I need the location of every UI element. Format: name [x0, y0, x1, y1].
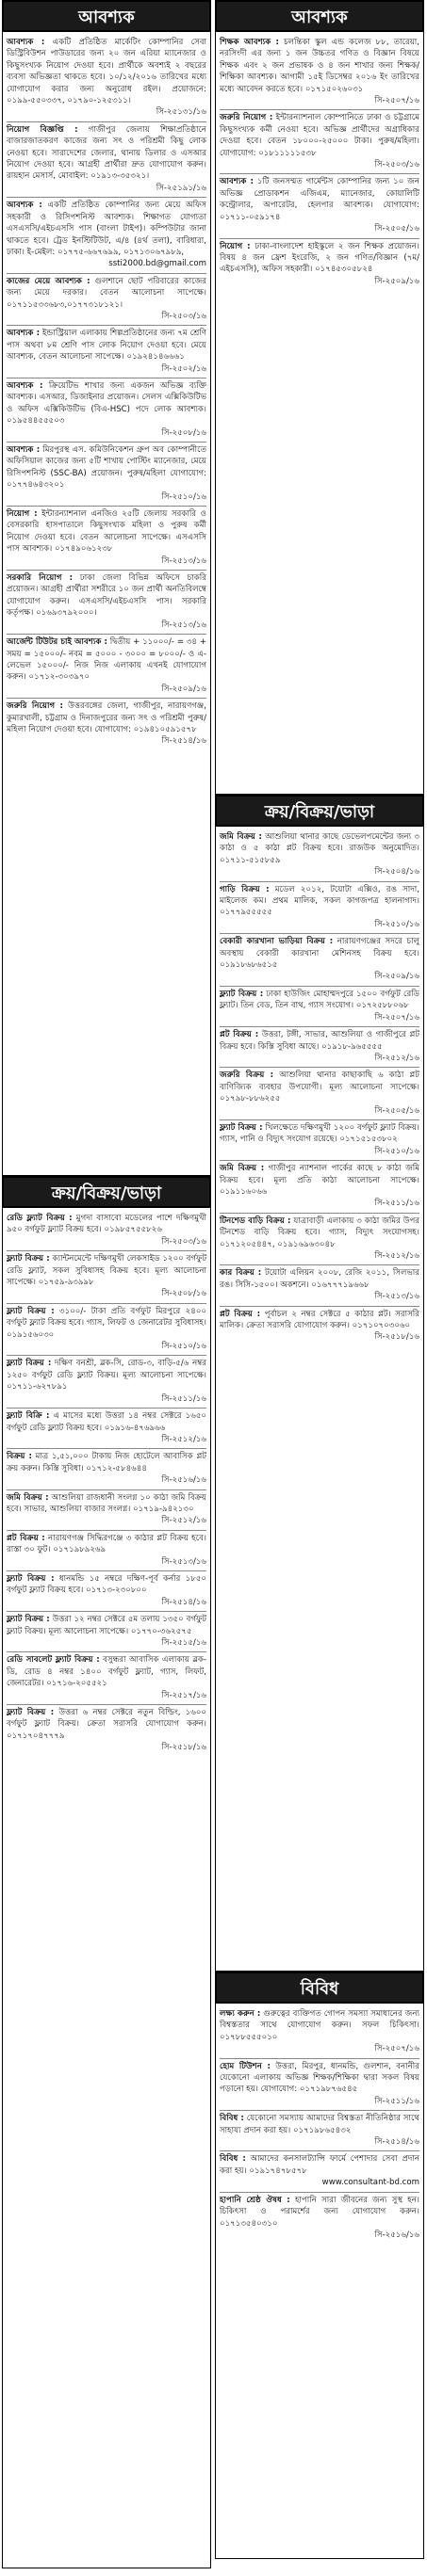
ad-phone: ০১৮১১১১১৫৩৮ [258, 148, 317, 158]
ad-phone: ০১৬৭৭৭১৯৬৬৮ [311, 1280, 370, 1290]
ad-phone: ০১৭৮৮৫৫৫০১০ [220, 2032, 278, 2042]
classified-ad [7, 326, 206, 378]
ad-text: নারায়ণগঞ্জ সিদ্ধিরগঞ্জে ৩ কাঠার প্লট বিক্রয় হবে। রাস্তা ৩০ ফুট। [7, 1533, 206, 1555]
classified-ad [7, 378, 206, 443]
classified-ad [7, 1705, 206, 1757]
classified-ad [7, 699, 206, 750]
ad-phone: ০১৭১৯৮৬৫৪৩২ [292, 2125, 352, 2135]
ad-phone: ০১৭১১-০৫৯১৭৪ [220, 212, 281, 222]
classified-ad [7, 1490, 206, 1531]
ad-code: সি-২৫১০/১৬ [161, 491, 206, 502]
ad-code: সি-২৫১২/১৬ [374, 1251, 419, 1261]
ad-keyword: আবশ্যক : [7, 329, 41, 339]
ad-keyword: ফ্ল্যাট বিক্রয় : [7, 1254, 50, 1264]
ad-text: গুরুত্বের ব্যক্তিগত গোপন সমস্যা সমাধানের জন্য বিশ্বস্ততার সাথে যোগাযোগ করুন। সফল চিকিৎসা। [220, 2009, 419, 2031]
ad-code: সি-২৫০৮/১৬ [161, 1289, 206, 1299]
ad-code: সি-২৫০৮/১৬ [161, 427, 206, 438]
ad-keyword: প্লট বিক্রয় : [7, 1533, 45, 1543]
ad-phone: ০১৭২৫৮৮০৬৮ [355, 1001, 409, 1011]
section-body [215, 827, 424, 1972]
ad-keyword: নিয়োগ : [7, 509, 38, 520]
ad-keyword: জমি বিক্রয় : [220, 832, 262, 842]
classified-ad [7, 1356, 206, 1409]
ad-phone: ০১৭১৯৮৭৬৫৪৫ [299, 2085, 358, 2095]
ad-phone: ০১৭১৩৫৪০৩১০ [220, 2218, 278, 2229]
section-header: আবশ্যক [215, 0, 424, 32]
classified-ad [220, 239, 419, 291]
ad-text: মডেল ২০১২, টয়োটা এক্সিও, রঙ সাদা, মাইলেজ কম। প্রথম মালিক, সকল কাগজপত্র হালনাগাদ। [220, 884, 419, 907]
ad-code: সি-২৫০৯/১৬ [161, 684, 206, 694]
ad-text: নারায়ণগঞ্জের সদরে চালু অবস্থায় বেকারী কারখানা মেশিনসহ বিক্রয় হবে। [220, 937, 419, 958]
ad-text: মিরপুরস্থ এস. কমিউনিকেশন গ্রুপ অব কোম্পানীতে অফিসিয়াল কাজের জন্য ৫টি শাখায় পোস্টিং ম্যানেজার, মেয়ে রিসিপশনিস্ট (SSC-BA) প্রয়োজন। পুরুষ/মহিলা যোগাযোগ: [7, 445, 207, 478]
ad-text: যাত্রাবাড়ী এলাকায় ৩ কাঠা জমির উপর টিনশেড বাড়ি বিক্রয় হবে। গ্যাস, বিদ্যুৎ সংযোগসহ। [220, 1216, 419, 1238]
ad-code: সি-২৫১৩১/১৬ [156, 107, 206, 118]
classified-ad [220, 1214, 419, 1266]
ad-keyword: আবশ্যক : [7, 201, 42, 211]
ad-code: ssti2000.bd@gmail.com [108, 259, 206, 269]
ad-code: সি-২৫১৬/১৬ [161, 1475, 206, 1486]
classified-ad [7, 1304, 206, 1357]
ad-text: ইন্টারন্যাশনাল কোম্পানিতে ঢাকা ও চট্টগ্রামে কিছুসংখ্যক কর্মী নেওয়া হবে। অভিজ্ঞ প্রার্থীদের অগ্রাধিকার দেওয়া হবে। বেতন ১৮০০০-২৫০০০ টাকা। পুরুষ/মহিলা। যোগাযোগ: [220, 113, 419, 158]
right-column [215, 0, 424, 2559]
ad-phone: ০১৭৭৯৫৫৫৫৫ [220, 908, 272, 918]
ad-text: একটি প্রতিষ্ঠিত মার্কেটিং কোম্পানির সেবা ডিস্ট্রিবিউশন পাউডারের জন্য ২০ জন এরিয়া ম্যানেজার ও কিছুসংখ্যক নিয়োগ দেওয়া হবে। প্রার্থীকে অবশ্যই ২ বছরের ব্যবসা অভিজ্ঞতা থাকতে হবে। ১০/১২/২০১৬ তারিখের মধ্যে যোগাযোগ করার জন্য অনুরোধ রইল। প্রয়োজনে: [7, 38, 207, 94]
ad-keyword: জরুরি বিক্রয় : [220, 1071, 274, 1081]
ad-text: উত্তরা, টঙ্গী, সাভার, আশুলিয়া ও গাজীপুরে প্লট বিক্রয় হবে। কিস্তি সুবিধা আছে। [220, 1030, 420, 1052]
ad-phone: ০১৯১৬-৪৭৬৯৬৬ [104, 1423, 166, 1433]
ad-keyword: জমি বিক্রয় : [7, 1492, 49, 1503]
ad-text: ঢাকা-বাংলাদেশ হাইস্কুলে ২ জন শিক্ষক প্রয়োজন। বিষয় ৪ জন ফ্রেশ ইংরেজি, ২ জন গণিত/বিজ্ঞান (৭ম/এইচএসসি), অফিস সহকারী। [220, 241, 419, 275]
ad-code: সি-২৫০৭/১৬ [374, 1012, 419, 1022]
ad-text: মুগদা বাসাবো মডেলের পাশে দক্ষিণমুখী ৯৫০ বর্গফুট ফ্ল্যাট বিক্রয় হবে। [7, 1214, 207, 1235]
ad-keyword: জরুরি নিয়োগ : [7, 701, 63, 712]
ad-text: আশুলিয়া রাজধানী সংলগ্ন ১০ কাঠা জমি বিক্রয় হবে। সাভার, আশুলিয়া বাজার সংলগ্ন। [7, 1492, 206, 1514]
ad-code: সি-২৫১৪/১৬ [374, 2137, 419, 2148]
ad-keyword: ফ্ল্যাট বিক্রয় : [7, 1615, 50, 1625]
ad-phone: ০১৬৯৩৭৯২০০০। [36, 608, 97, 619]
ad-keyword: জমি বিক্রয় : [220, 1164, 265, 1174]
ad-code: সি-২৫১৮/১৬ [374, 1332, 419, 1343]
ad-phone: ০১৭১৫১৫৩৮০২ [339, 1135, 398, 1145]
classified-ad [7, 443, 206, 507]
ad-phone: ০১৯৪১০৫৯১৫৭৮ [133, 724, 197, 734]
section-header: আবশ্যক [2, 0, 211, 32]
classified-ad [7, 1449, 206, 1489]
ad-text: বসুন্ধরা আবাসিক এলাকায় ব্লক-ডি, রোড ৪ নম্বর ১৪০০ বর্গফুট ফ্ল্যাট, গ্যাস, লিফট, জেনারেটর। [7, 1655, 206, 1689]
ad-text: পূর্বাচল ২ নম্বর সেক্টরে ৫ কাঠার প্লট। সরাসরি মালিক। ক্রেতা সরাসরি যোগাযোগ করুন। [220, 1309, 419, 1331]
ad-code: সি-২৫১০/১৬ [374, 1146, 419, 1156]
classified-ad [7, 1531, 206, 1571]
ad-text: দ্বিতীয় + ১১০০০/- = ৩৪ + সময় = ১৫০০০/- নবম = ৫০০০ - ৩০০০ = ৮০০০/- ও এ-লেভেল ১৫০০০/- নিজ নিজ এলাকায় এখনই যোগাযোগ করুন। [7, 637, 207, 683]
ad-phone: ০১৭১৯৮৯২৬৯ [53, 1545, 107, 1555]
ad-code: সি-২৫০৯/১৬ [374, 276, 419, 286]
section-aboshyok-left [2, 0, 211, 1176]
ad-keyword: ফ্ল্যাট বিক্রয় : [220, 1122, 263, 1133]
ad-code: সি-২৫১৩/১৬ [161, 1556, 206, 1567]
ad-keyword: হোম টিউশন : [220, 2061, 271, 2071]
ad-code: সি-২৫০৫/১৬ [374, 224, 419, 234]
section-body [215, 2004, 424, 2559]
ad-phone: ০১৯১৮৬৮৬৫১৫ [220, 960, 278, 971]
ad-keyword: প্লট বিক্রয় : [220, 1309, 261, 1319]
ad-text: আমাদের কনসালট্যান্সি ফার্মে পেশাদার সেবা প্রদান করা হয়। [220, 2154, 419, 2176]
ad-keyword: ফ্ল্যাট বিক্রয় : [7, 1573, 55, 1584]
ad-keyword: ফ্ল্যাট বিক্রয় : [7, 1708, 55, 1718]
classified-ad [7, 1251, 206, 1304]
ad-code: সি-২৫০৭/১৬ [374, 96, 419, 106]
classified-ad [220, 2059, 419, 2112]
classified-ad [7, 198, 206, 273]
ad-text: উত্তরা, মিরপুর, ধানমন্ডি, গুলশান, বনানীর যেকোনো এলাকায় অভিজ্ঞ শিক্ষক/শিক্ষিকা দ্বারা সকল বিষয় পড়ানো হয়। যোগাযোগ: [220, 2061, 419, 2095]
ad-text: যেকোনো সমস্যায় আমাদের বিশ্বস্ততা নীতিনিষ্ঠার সাথে সাহায্য প্রদান করা হয়। [220, 2114, 419, 2135]
ad-code: সি-২৫০২/১৬ [161, 363, 206, 374]
ad-phone: ০১৭৪৫৩০৫৮২৪ [315, 265, 373, 275]
section-body [2, 32, 211, 1176]
ad-phone: ০১৯৯-৫৫০৩৩৭, ০১৭৯০-১২৫৩১১। [7, 96, 131, 106]
ad-code: সি-২৫০৭/১৬ [374, 2044, 419, 2054]
classified-ad [7, 35, 206, 122]
classified-ad [220, 174, 419, 238]
ad-text: গাজীপুর জেলায় শিক্ষাপ্রতিষ্ঠানে বাজারজাতকরণ কাজের জন্য সৎ ও পরিশ্রমী কিছু লোক নেওয়া হবে। সারাদেশের জেলার, থানায় ডিলার ও এসআর নিয়োগ দেওয়া হবে। আগ্রহী প্রার্থীরা দ্রুত যোগাযোগ করুন। রায়হান মেসার্স, মোবাইল: [7, 124, 207, 182]
ad-code: সি-২৫১৯১/১৬ [156, 183, 206, 193]
classified-ad [7, 122, 206, 198]
classified-ad [7, 1211, 206, 1251]
classified-ad [220, 1307, 419, 1346]
ad-text: টয়োটা এলিয়ন ২০০৮, রেজি ২০১১, সিলভার রঙ। সিসি-১৫০০। অকশনে। [220, 1268, 419, 1290]
classified-ad [220, 2151, 419, 2192]
ad-code: সি-২৫১১/১৬ [374, 1199, 419, 1209]
ad-text: চলন্তিকা স্কুল এন্ড কলেজ ৮৮, তারেয়া, নরসিংদী এর জন্য ১ জন উচ্চতর গণিত ও বিজ্ঞান বিষয়ে শিক্ষক এবং ২ জন প্রভাষক ও ৪ জন শাখার জন্য শিক্ষক/শিক্ষিকা আবশ্যক। আগামী ১৫ই ডিসেম্বর ২০১৬ ইং তারিখের মধ্যে আবেদন করতে হবে। [220, 38, 419, 94]
ad-keyword: রেডি ফ্ল্যাট বিক্রয় : [7, 1214, 73, 1223]
ad-code: সি-২৫১১/১৬ [161, 1393, 206, 1404]
ad-phone: ০১৭৪৯০৬১২৩৮ [54, 544, 113, 555]
classified-ad [7, 1652, 206, 1705]
ad-code: সি-২৫০৩/১৬ [161, 311, 206, 321]
ad-phone: ০১৯১৫৬০৩০ [7, 1329, 55, 1340]
ad-phone: ০১৭৭০-৩৬২৫৭৫ [130, 1626, 192, 1636]
ad-phone: ০১৭১৭০৪৭৭৭৯ [7, 1731, 65, 1741]
ad-phone: ০১৭৯৮-৮৮৬২৫৫ [220, 1094, 281, 1104]
classified-ad [7, 571, 206, 635]
ad-code: সি-২৫১১/১৬ [374, 2096, 419, 2106]
ad-code: সি-২৫১৩/১৬ [161, 555, 206, 566]
ad-phone: ০১৭১১-৬২৭৮৯১ [7, 1382, 68, 1393]
classified-ad [220, 2193, 419, 2245]
ad-text: উত্তরবঙ্গের জেলা, গাজীপুর, নারায়ণগঞ্জ, কুমারখালী, চট্টগ্রাম ও দিনাজপুরের জন্য সৎ ও পরিশ্রমী পুরুষ/মহিলা নিয়োগ দেওয়া হবে। যোগাযোগ: [7, 701, 206, 734]
classified-ad [7, 274, 206, 327]
classified-ad [7, 1571, 206, 1612]
classified-ad [220, 987, 419, 1027]
ad-keyword: প্লট বিক্রয় : [220, 1030, 259, 1040]
ad-phone: ০১৭১২০৫৪৪৭, ০১৯১৬৯৬৩০৪৮ [220, 1239, 336, 1249]
left-column [2, 0, 211, 2568]
classified-ad [220, 2006, 419, 2059]
ad-text: ধানমন্ডি ১৫ নম্বরে দক্ষিণ-পূর্ব কর্নার ১৮৫০ বর্গফুট ফ্ল্যাট বিক্রয় হবে। [7, 1573, 207, 1596]
ad-phone: ০১৭১২-৫৮৪৬৪৪ [86, 1463, 147, 1473]
ad-code: www.consultant-bd.com [321, 2178, 419, 2188]
ad-code: সি-২৫১৫/১৬ [161, 1638, 206, 1648]
ad-code: সি-২৫১৭/১৬ [161, 1690, 206, 1700]
classified-ad [220, 1027, 419, 1068]
ad-text: গাজীপুর ন্যাশনাল পার্কের কাছে ৮ কাঠা জমি বিক্রয় হবে। মূল্য প্রতি কাঠা আলোচনা সাপেক্ষে। [220, 1164, 419, 1185]
ad-text: হাপানি সারা জীবনের জন্য সুস্থ হন। চিকিৎসা ও পরামর্শের জন্য যোগাযোগ করুন। [220, 2195, 419, 2217]
section-header: বিবিধ [215, 1972, 424, 2004]
classified-ad [220, 934, 419, 987]
ad-code: সি-২৫১২/১৬ [161, 1434, 206, 1444]
classified-ad [220, 110, 419, 174]
ad-text: ঢাকা হাউজিং মোহাম্মদপুরে ১৫০০ বর্গফুট রেডি ফ্ল্যাট। তিন বেড, তিন বাথ, গ্যাস সংযোগ। [220, 989, 420, 1011]
ad-text: ১টি জনসম্মত গার্মেন্টস কোম্পানির জন্য ১০ জন অভিজ্ঞ প্রোডাকশন এজিএম, ম্যানেজার, কোয়ালিটি কন্ট্রোলার, অপারেটর, হেলপার আবশ্যক। যোগাযোগ: [220, 177, 420, 211]
ad-keyword: আবশ্যক : [7, 380, 43, 391]
ad-keyword: শিক্ষক আবশ্যক : [220, 38, 279, 47]
ad-text: আশুলিয়া থানার কাছাকাছি ৬ কাঠা প্লট বাণিজ্যিক ব্যবহার উপযোগী। মূল্য আলোচনা সাপেক্ষে। [220, 1071, 419, 1092]
ad-text: উত্তরা ৬ নম্বর সেক্টরে নতুন বিল্ডিং, ১৬০০ বর্গফুট ফ্ল্যাট বিক্রয়। ক্রেতা সরাসরি যোগাযোগ করুন। [7, 1708, 206, 1730]
classified-ad [220, 1068, 419, 1120]
ad-keyword: নিয়োগ বিজ্ঞপ্তি : [7, 124, 78, 135]
ad-phone: ০১৭৭৪৬৪৩২০১ [7, 480, 65, 491]
ad-code: সি-২৫১৩/১৬ [161, 620, 206, 630]
classified-ad [220, 882, 419, 935]
section-body [2, 1208, 211, 2568]
ad-code: সি-২৫১২/১৬ [161, 1516, 206, 1526]
section-body [215, 32, 424, 795]
ad-keyword: বিবিধ : [220, 2154, 246, 2165]
section-header: ক্রয়/বিক্রয়/ভাড়া [2, 1176, 211, 1208]
section-aboshyok-right [215, 0, 424, 795]
ad-phone: ০১৯২৪১৪৬৬৬১ [126, 352, 185, 362]
classified-ad [220, 1120, 419, 1161]
ad-code: সি-২৫০৩/১৬ [374, 160, 419, 170]
ad-code: সি-২৫১২/১৬ [374, 1053, 419, 1063]
ad-phone: ০১৭১৬-২০৫৫২১ [46, 1679, 107, 1689]
ad-keyword: ফ্ল্যাট বিক্রয় : [220, 989, 264, 999]
ad-keyword: আর্জেন্ট টিউটর চাই আবশ্যক : [7, 637, 107, 648]
ad-keyword: আবশ্যক : [220, 177, 254, 187]
classified-ad [220, 2111, 419, 2151]
ad-phone: ০১৭৭৫-৬৬৭৬৯৯, ০১৭১৩০৬৭৯৮৯, [57, 247, 185, 257]
ad-keyword: সরকারি নিয়োগ : [7, 573, 74, 584]
ad-text: ইন্টারন্যাশনাল এনজিও ২৫টি জেলায় সরকারি ও বেসরকারি হাসপাতালে কিছুসংখ্যক মহিলা ও পুরুষ কর্মী নিয়োগ দেওয়া হবে। বেতন আলোচনা সাপেক্ষে। এসএসসি পাস আবশ্যক। [7, 509, 207, 555]
classified-ad [220, 1161, 419, 1214]
ad-phone: ০১৯৫৪৪৫৫৫০৩ [7, 416, 65, 427]
ad-keyword: বিক্রয় : [7, 1452, 32, 1462]
ad-text: আশুলিয়া থানার কাছে ডেভেলপমেন্টের জন্য ৩ কাঠা ও ৫ কাঠা প্লট বিক্রয় হবে। রাজউক অনুমোদিত। [220, 832, 419, 854]
ad-keyword: রেডি সাবলেট ফ্ল্যাট বিক্রয় : [7, 1655, 100, 1666]
ad-keyword: ফ্ল্যাট বিক্রয় : [7, 1306, 55, 1316]
ad-text: ঢাকা জেলা বিভিন্ন অফিসে চাকরি প্রয়োজন। আগ্রহী প্রার্থীরা সশরীরে ১০ জন প্রার্থী অনতিবিলম্বে যোগাযোগ করুন। এসএসসি/এইচএসসি পাস। সরকারি কর্তৃপক্ষ। [7, 573, 206, 619]
ad-keyword: আবশ্যক : [7, 445, 41, 455]
ad-code: সি-২৫১০/১৬ [161, 1342, 206, 1352]
ad-text: উত্তরা ১২ নম্বর সেক্টরে ৫ম তলায় ১৩৫০ বর্গফুট ফ্ল্যাট বিক্রয়। মূল্য আলোচনা সাপেক্ষে। [7, 1615, 206, 1636]
classified-ad [220, 35, 419, 110]
ad-keyword: ফ্ল্যাট বিক্রি : [7, 1411, 50, 1422]
ad-phone: ০১৭১১৫৩৩৬৮৩,০১৭৭৩১৮১২১। [7, 299, 123, 310]
ad-text: ৩১০০/- টাকা প্রতি বর্গফুট মিরপুরে ২৪০০ বর্গফুট ফ্ল্যাট বিক্রয় হবে। গ্যাস, লিফট ও জেনারেটর সুবিধাসহ। [7, 1306, 207, 1328]
ad-keyword: বিবিধ : [220, 2114, 244, 2124]
section-kroy-bikroy-right [215, 795, 424, 1972]
ad-text: খিলক্ষেতে দক্ষিণমুখী ১২০০ বর্গফুট ফ্ল্যাট বিক্রয়। গ্যাস, পানি ও বিদ্যুৎ সংযোগ রয়েছে। [220, 1122, 420, 1145]
classified-ad [7, 1612, 206, 1652]
ad-code: সি-২৫১৬/১৬ [374, 2230, 419, 2240]
classified-ad [7, 507, 206, 571]
ad-phone: ০১৯১৭৪৭৮৫৭৮ [249, 2165, 307, 2176]
ad-text: ইন্ডাস্ট্রিয়াল এলাকায় শিল্পপ্রতিষ্ঠানের জন্য ৭ম শ্রেণি পাস অথবা ৮ম শ্রেণি পাস লোক নিয়োগ দেওয়া হবে। মেয়ে আবশ্যক, বেতন আলোচনা সাপেক্ষে। [7, 329, 207, 362]
ad-keyword: জরুরি নিয়োগ : [220, 113, 273, 123]
ad-keyword: কার বিক্রয় : [220, 1268, 262, 1279]
ad-phone: ০১৭১৫০২৬০৩১ [304, 84, 364, 94]
classified-ad [7, 1409, 206, 1449]
ad-phone: ০১৭১০৭০৩০৬০ [352, 1321, 411, 1331]
ad-keyword: লক্ষ্য করুন : [220, 2009, 261, 2019]
section-bibidho-right [215, 1972, 424, 2559]
ad-phone: ০১৯৮৫৭৫৫৮২৬ [104, 1225, 162, 1235]
ad-code: সি-২৫০৯/১৬ [374, 972, 419, 982]
ad-code: সি-২৫১৩/১৬ [374, 1292, 419, 1302]
ad-text: এ মাসের মধ্যে উত্তরা ১৪ নম্বর সেক্টরে ১৬৫০ বর্গফুট রেডি ফ্ল্যাট বিক্রয় হবে। [7, 1411, 207, 1433]
ad-phone: ০১৭১৩-২৩০৮০০ [86, 1586, 147, 1596]
ad-code: সি-২৫০৪/১৬ [374, 867, 419, 877]
ad-code: সি-২৫১০/১৬ [374, 919, 419, 929]
ad-text: মাত্র ১,৫১,০০০ টাকায় নিজ হোটেলে আবাসিক প্লট ক্রয় করুন। কিস্তি সুবিধা। [7, 1452, 207, 1473]
ad-keyword: টিনশেড বাড়ি বিক্রয় : [220, 1216, 291, 1226]
ad-keyword: বেকারী কারখানা ভাড়িয়া বিক্রয় : [220, 937, 334, 947]
ad-text: ক্রিয়েটিভ শাখার জন্য একজন অভিজ্ঞ ব্যক্তি আবশ্যক। এসআর, ডিজাইনার প্রয়োজন। সেলস এক্সিকিউটিভ ও অফিস এক্সিকিউটিভ (বিএ-HSC) পদে লোক আবশ্যক। [7, 380, 207, 414]
classified-ad [220, 1265, 419, 1306]
ad-keyword: কাজের মেয়ে আবশ্যক : [7, 276, 90, 286]
ad-phone: ০১৭১১-৫১৫৮৫৯ [220, 855, 281, 865]
ad-keyword: আবশ্যক : [7, 38, 45, 47]
ad-code: সি-২৫০৫/১৬ [374, 1105, 419, 1116]
ad-phone: ০১৭১২-৩০৩৯৭০ [28, 672, 90, 683]
ad-text: গুলশানে ছোট পরিবারের কাজের জন্য মেয়ে দরকার। বেতন আলোচনা সাপেক্ষে। [7, 276, 206, 298]
classified-ad [220, 829, 419, 882]
ad-phone: ০১৯১১৬০৬৬ [220, 1186, 268, 1197]
ad-text: একটি প্রতিষ্ঠিত কোম্পানির জন্য মেয়ে অফিস সহকারী ও রিসিপশনিস্ট আবশ্যক। শিক্ষাগত যোগ্যতা এসএসসি/এইচএসসি পাস (বাংলা টাইপ)। কম্পিউটার জানা থাকতে হবে। ট্রেড ইনস্টিটিউট, এ/৪ (৪র্থ তলা), বারিধারা, ঢাকা। ই-মেইল: [7, 201, 206, 257]
ad-keyword: নিয়োগ : [220, 241, 251, 251]
section-header: ক্রয়/বিক্রয়/ভাড়া [215, 795, 424, 827]
ad-code: সি-২৫১৪/১৬ [161, 1597, 206, 1607]
section-kroy-bikroy-left [2, 1176, 211, 2568]
ad-phone: ০১৭৫৯-৯৩৯৯৮ [38, 1278, 94, 1288]
classified-ad [7, 635, 206, 699]
ad-keyword: হাপানি শ্রেষ্ঠ ঔষধ : [220, 2195, 290, 2205]
ad-code: সি-২৫০৩/১৬ [161, 1236, 206, 1247]
ad-phone: ০১৯১৮-৯৬৫৫৫৫ [321, 1041, 383, 1052]
ad-phone: ০১৯১৩-৩৫৩২১। [90, 171, 150, 182]
ad-text: ক্যান্টনমেন্টে দক্ষিণমুখী লেকসাইড ১২০০ বর্গফুট রেডি ফ্ল্যাট, সকল সুবিধাসহ বিক্রয় হবে। মূল্য আলোচনা সাপেক্ষে। [7, 1254, 207, 1288]
ad-phone: ০১৭১৯-৯৪২১৩০ [133, 1504, 194, 1514]
ad-keyword: গাড়ি বিক্রয় : [220, 884, 270, 894]
ad-text: দক্ষিণ বনশ্রী, ব্লক-সি, রোড-৩, বাড়ি-৫/৬ নম্বর ১২৫০ বর্গফুট রেডি ফ্ল্যাট বিক্রয়। মূল্য আলোচনা সাপেক্ষে। [7, 1359, 206, 1380]
ad-code: সি-২৫১৮/১৬ [161, 1743, 206, 1753]
ad-code: সি-২৫১৪/১৬ [161, 736, 206, 747]
ad-keyword: ফ্ল্যাট বিক্রয় : [7, 1359, 52, 1369]
